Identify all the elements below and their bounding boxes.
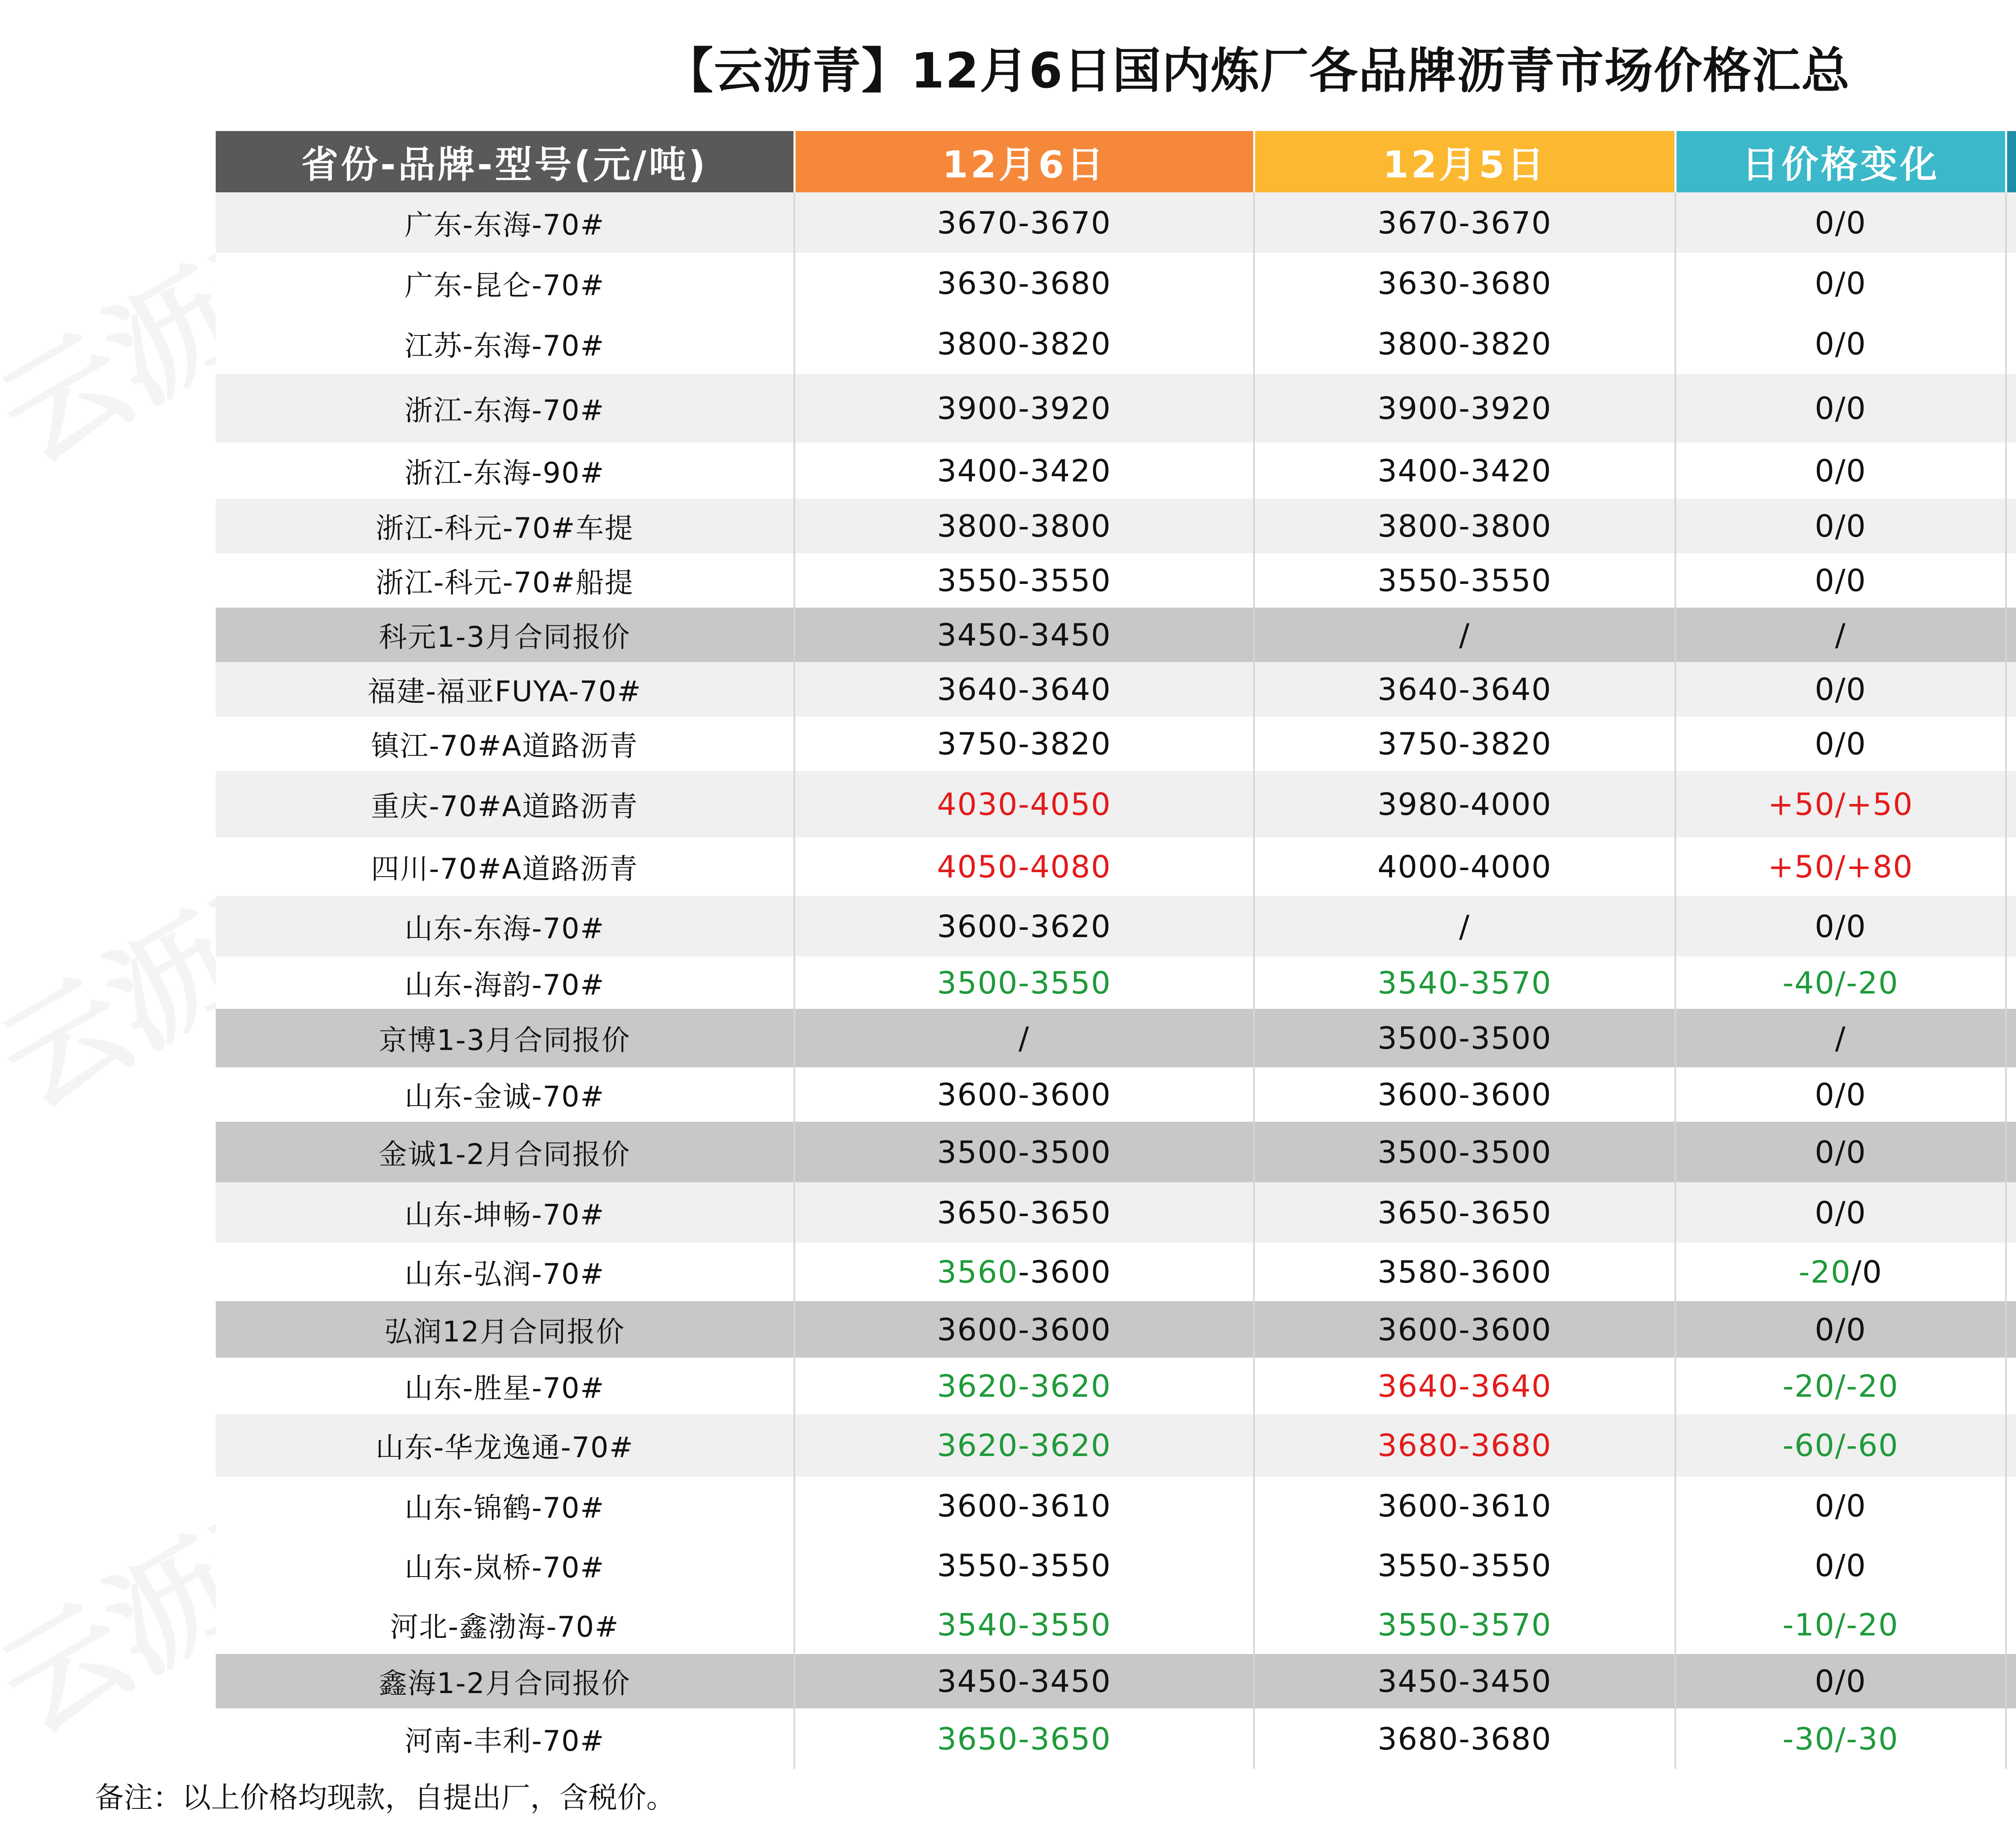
row-label: 山东-坤畅-70#	[216, 1182, 794, 1243]
daily-change	[1675, 553, 2006, 608]
daily-change	[1675, 1122, 2006, 1182]
price-dec5	[1254, 1358, 1675, 1414]
price-dec6	[794, 1122, 1254, 1182]
row-label: 镇江-70#A道路沥青	[216, 717, 794, 771]
table-row	[216, 1708, 2016, 1769]
price-dec6-text: 3620-3620	[937, 1368, 1112, 1404]
price-dec5-text: 3630-3680	[1377, 265, 1552, 301]
weekly-change	[2006, 662, 2016, 717]
daily-change-text: 0/0	[1814, 1311, 1867, 1348]
price-dec6	[794, 896, 1254, 956]
price-dec5-text: 3540-3570	[1377, 964, 1552, 1001]
daily-change-text: 0/0	[1814, 1194, 1867, 1231]
daily-change	[1675, 313, 2006, 374]
table-header-row	[216, 131, 2016, 192]
price-dec6	[794, 192, 1254, 253]
weekly-change	[2006, 608, 2016, 662]
daily-change	[1675, 374, 2006, 442]
table-row	[216, 374, 2016, 442]
daily-change	[1675, 442, 2006, 499]
price-dec6-text: 3600-3610	[937, 1488, 1112, 1524]
row-label: 福建-福亚FUYA-70#	[216, 662, 794, 717]
page-title: 【云沥青】12月6日国内炼厂各品牌沥青市场价格汇总	[664, 43, 1851, 99]
weekly-change	[2006, 837, 2016, 896]
price-dec6-text: 3600-3620	[937, 908, 1112, 944]
price-dec5	[1254, 1122, 1675, 1182]
row-label: 山东-金诚-70#	[216, 1067, 794, 1122]
price-dec5-text: 3670-3670	[1377, 204, 1552, 241]
daily-change	[1675, 1708, 2006, 1769]
table-row	[216, 1414, 2016, 1477]
price-dec5-text: 3640-3640	[1377, 671, 1552, 707]
daily-change-text: 0/0	[1814, 562, 1867, 598]
price-dec5	[1254, 253, 1675, 313]
price-dec5-text: 3550-3570	[1377, 1607, 1552, 1643]
row-label: 四川-70#A道路沥青	[216, 837, 794, 896]
daily-change	[1675, 771, 2006, 837]
price-dec5-text: 3580-3600	[1377, 1254, 1552, 1290]
price-dec6-text: 3750-3820	[937, 726, 1112, 762]
table-row	[216, 608, 2016, 662]
daily-change-text: 0/0	[1814, 325, 1867, 362]
price-dec6	[794, 837, 1254, 896]
table-row	[216, 662, 2016, 717]
weekly-change	[2006, 192, 2016, 253]
price-dec5-text: 3680-3680	[1377, 1427, 1552, 1463]
price-dec5-text: 3450-3450	[1377, 1663, 1552, 1699]
daily-change-text: 0/0	[1814, 1547, 1867, 1583]
price-dec5-text: 3600-3600	[1377, 1311, 1552, 1348]
daily-change	[1675, 1477, 2006, 1535]
header-dec5: 12月5日	[1254, 131, 1675, 192]
price-dec5	[1254, 608, 1675, 662]
weekly-change	[2006, 253, 2016, 313]
price-dec6	[794, 662, 1254, 717]
price-dec5	[1254, 1596, 1675, 1654]
table-row	[216, 896, 2016, 956]
price-dec6	[794, 956, 1254, 1009]
daily-change	[1675, 1182, 2006, 1243]
table-row	[216, 771, 2016, 837]
footnote: 备注：以上价格均现款，自提出厂，含税价。	[95, 1781, 676, 1814]
price-dec6	[794, 1654, 1254, 1708]
price-dec6-text: 3650-3650	[937, 1194, 1112, 1231]
daily-change-text: 0/0	[1814, 508, 1867, 544]
price-dec6	[794, 1358, 1254, 1414]
weekly-change	[2006, 1477, 2016, 1535]
row-label: 金诚1-2月合同报价	[216, 1122, 794, 1182]
price-dec6	[794, 1243, 1254, 1301]
price-dec5-text: 4000-4000	[1377, 849, 1552, 885]
price-dec5-text: 3800-3820	[1377, 325, 1552, 362]
price-dec5	[1254, 1654, 1675, 1708]
row-label: 广东-东海-70#	[216, 192, 794, 253]
row-label: 重庆-70#A道路沥青	[216, 771, 794, 837]
row-label: 弘润12月合同报价	[216, 1301, 794, 1358]
price-dec6-text: 3500-3500	[937, 1134, 1112, 1170]
price-dec5-text: 3600-3600	[1377, 1077, 1552, 1112]
daily-change	[1675, 608, 2006, 662]
weekly-change	[2006, 1535, 2016, 1596]
table-row	[216, 956, 2016, 1009]
table-row	[216, 442, 2016, 499]
price-dec5-text: 3980-4000	[1377, 786, 1552, 822]
price-dec5	[1254, 896, 1675, 956]
weekly-change	[2006, 717, 2016, 771]
price-dec6-text: 3550-3550	[937, 1547, 1112, 1583]
daily-change-text: -30/-30	[1783, 1721, 1899, 1757]
price-dec6	[794, 253, 1254, 313]
price-dec6	[794, 1414, 1254, 1477]
price-dec6	[794, 1477, 1254, 1535]
weekly-change	[2006, 1009, 2016, 1067]
row-label: 山东-锦鹤-70#	[216, 1477, 794, 1535]
price-dec5-text: 3640-3640	[1377, 1368, 1552, 1404]
table-row	[216, 553, 2016, 608]
daily-change	[1675, 499, 2006, 553]
daily-change	[1675, 192, 2006, 253]
price-dec6	[794, 1535, 1254, 1596]
daily-change	[1675, 1243, 2006, 1301]
price-dec6	[794, 608, 1254, 662]
price-dec5	[1254, 1414, 1675, 1477]
daily-change	[1675, 662, 2006, 717]
price-dec5-text: 3650-3650	[1377, 1194, 1552, 1231]
row-label: 河南-丰利-70#	[216, 1708, 794, 1769]
price-dec6	[794, 1301, 1254, 1358]
row-label: 山东-弘润-70#	[216, 1243, 794, 1301]
row-label: 科元1-3月合同报价	[216, 608, 794, 662]
price-dec6-text: 3650-3650	[937, 1721, 1112, 1757]
price-dec6-text: 3500-3550	[937, 964, 1112, 1001]
price-table	[216, 131, 2016, 1769]
price-dec5	[1254, 1535, 1675, 1596]
table-row	[216, 1067, 2016, 1122]
daily-change-text: 0/0	[1814, 1077, 1867, 1112]
price-dec6-text: 3670-3670	[937, 204, 1112, 241]
price-dec5	[1254, 1182, 1675, 1243]
daily-change-text: -40/-20	[1783, 964, 1899, 1001]
price-dec5	[1254, 499, 1675, 553]
price-dec5	[1254, 1708, 1675, 1769]
price-dec5	[1254, 771, 1675, 837]
price-dec5-text: 3900-3920	[1377, 390, 1552, 426]
header-daily-change: 日价格变化	[1675, 131, 2006, 192]
price-dec6-text: 3800-3820	[937, 325, 1112, 362]
price-dec6-text: 3540-3550	[937, 1607, 1112, 1643]
row-label: 浙江-科元-70#船提	[216, 553, 794, 608]
row-label: 浙江-科元-70#车提	[216, 499, 794, 553]
row-label: 山东-胜星-70#	[216, 1358, 794, 1414]
daily-change-text: 0/0	[1814, 1488, 1867, 1524]
row-label: 京博1-3月合同报价	[216, 1009, 794, 1067]
daily-change-text: +50/+80	[1768, 849, 1914, 885]
price-dec6-text: 3640-3640	[937, 671, 1112, 707]
row-label: 河北-鑫渤海-70#	[216, 1596, 794, 1654]
price-dec6	[794, 553, 1254, 608]
weekly-change	[2006, 1067, 2016, 1122]
row-label: 江苏-东海-70#	[216, 313, 794, 374]
price-dec6-text: 3630-3680	[937, 265, 1112, 301]
daily-change-text: 0/0	[1814, 204, 1867, 241]
price-dec5-text: 3400-3420	[1377, 452, 1552, 489]
table-row	[216, 192, 2016, 253]
price-dec6	[794, 313, 1254, 374]
daily-change-text: 0/0	[1814, 390, 1867, 426]
daily-change-text: -60/-60	[1783, 1427, 1899, 1463]
daily-change-text: /	[1835, 1020, 1846, 1056]
price-dec6	[794, 1708, 1254, 1769]
weekly-change	[2006, 442, 2016, 499]
daily-change	[1675, 1358, 2006, 1414]
weekly-change	[2006, 1301, 2016, 1358]
price-dec5-text: 3550-3550	[1377, 562, 1552, 598]
daily-change-text: 0/0	[1814, 908, 1867, 944]
price-dec5-text: /	[1459, 617, 1470, 653]
weekly-change	[2006, 553, 2016, 608]
price-dec6-text: 3600-3600	[937, 1077, 1112, 1112]
daily-change-text: 0/0	[1814, 452, 1867, 489]
daily-change-text: 0/0	[1814, 726, 1867, 762]
weekly-change	[2006, 499, 2016, 553]
price-dec6	[794, 442, 1254, 499]
price-dec5-text: 3600-3610	[1377, 1488, 1552, 1524]
price-dec5	[1254, 1009, 1675, 1067]
daily-change	[1675, 1654, 2006, 1708]
table-row	[216, 1535, 2016, 1596]
daily-change-text: -10/-20	[1783, 1607, 1899, 1643]
price-dec5	[1254, 1067, 1675, 1122]
row-label: 山东-海韵-70#	[216, 956, 794, 1009]
price-dec5	[1254, 553, 1675, 608]
weekly-change	[2006, 374, 2016, 442]
daily-change-text: -20	[1798, 1254, 1851, 1290]
price-dec5	[1254, 374, 1675, 442]
price-dec5	[1254, 1301, 1675, 1358]
row-label: 山东-华龙逸通-70#	[216, 1414, 794, 1477]
header-weekly-change	[2006, 131, 2016, 192]
daily-change	[1675, 896, 2006, 956]
row-label: 山东-东海-70#	[216, 896, 794, 956]
table-row	[216, 1301, 2016, 1358]
daily-change	[1675, 1301, 2006, 1358]
daily-change	[1675, 1535, 2006, 1596]
daily-change-text: 0/0	[1814, 265, 1867, 301]
price-dec5-text: 3550-3550	[1377, 1547, 1552, 1583]
price-dec6	[794, 771, 1254, 837]
daily-change	[1675, 1067, 2006, 1122]
price-dec5-text: 3750-3820	[1377, 726, 1552, 762]
price-dec6-text: 3560	[937, 1254, 1018, 1290]
price-dec6-text: 3400-3420	[937, 452, 1112, 489]
price-dec6	[794, 1067, 1254, 1122]
price-dec6-text: 3600-3600	[937, 1311, 1112, 1348]
weekly-change	[2006, 313, 2016, 374]
weekly-change	[2006, 1414, 2016, 1477]
price-dec6-text: -3600	[1018, 1254, 1112, 1290]
daily-change-text: 0/0	[1814, 671, 1867, 707]
price-dec6-text: 3900-3920	[937, 390, 1112, 426]
price-dec5	[1254, 717, 1675, 771]
header-label: 省份-品牌-型号(元/吨)	[216, 131, 794, 192]
price-dec6	[794, 1009, 1254, 1067]
price-dec6-text: 4050-4080	[937, 849, 1112, 885]
price-dec5-text: 3500-3500	[1377, 1020, 1552, 1056]
table-row	[216, 499, 2016, 553]
daily-change-text: /0	[1851, 1254, 1883, 1290]
daily-change-text: 0/0	[1814, 1134, 1867, 1170]
table-row	[216, 1477, 2016, 1535]
table-row	[216, 1009, 2016, 1067]
daily-change	[1675, 837, 2006, 896]
table-row	[216, 1243, 2016, 1301]
price-dec5	[1254, 956, 1675, 1009]
header-dec6: 12月6日	[794, 131, 1254, 192]
table-row	[216, 1182, 2016, 1243]
price-dec5	[1254, 313, 1675, 374]
weekly-change	[2006, 771, 2016, 837]
price-dec5-text: 3500-3500	[1377, 1134, 1552, 1170]
weekly-change	[2006, 1243, 2016, 1301]
price-dec6	[794, 717, 1254, 771]
weekly-change	[2006, 1358, 2016, 1414]
price-dec5-text: /	[1459, 908, 1470, 944]
daily-change	[1675, 1009, 2006, 1067]
price-dec5	[1254, 662, 1675, 717]
table-row	[216, 1596, 2016, 1654]
table-row	[216, 1122, 2016, 1182]
price-dec6-text: 3550-3550	[937, 562, 1112, 598]
price-dec5	[1254, 192, 1675, 253]
price-dec6	[794, 499, 1254, 553]
row-label: 浙江-东海-90#	[216, 442, 794, 499]
table-row	[216, 1358, 2016, 1414]
price-dec5	[1254, 1477, 1675, 1535]
price-dec6	[794, 374, 1254, 442]
daily-change	[1675, 717, 2006, 771]
table-body	[216, 192, 2016, 1769]
table-row	[216, 253, 2016, 313]
weekly-change	[2006, 1122, 2016, 1182]
price-dec6	[794, 1182, 1254, 1243]
daily-change	[1675, 253, 2006, 313]
weekly-change	[2006, 1596, 2016, 1654]
daily-change	[1675, 1596, 2006, 1654]
price-dec5	[1254, 837, 1675, 896]
row-label: 广东-昆仑-70#	[216, 253, 794, 313]
daily-change-text: -20/-20	[1783, 1368, 1899, 1404]
table-row	[216, 717, 2016, 771]
row-label: 鑫海1-2月合同报价	[216, 1654, 794, 1708]
price-dec5	[1254, 442, 1675, 499]
row-label: 山东-岚桥-70#	[216, 1535, 794, 1596]
price-dec6-text: 3620-3620	[937, 1427, 1112, 1463]
daily-change-text: /	[1835, 617, 1846, 653]
daily-change	[1675, 956, 2006, 1009]
price-dec6-text: 4030-4050	[937, 786, 1112, 822]
daily-change-text: 0/0	[1814, 1663, 1867, 1699]
weekly-change	[2006, 956, 2016, 1009]
price-dec5-text: 3680-3680	[1377, 1721, 1552, 1757]
price-dec6-text: 3450-3450	[937, 617, 1112, 653]
weekly-change	[2006, 896, 2016, 956]
row-label: 浙江-东海-70#	[216, 374, 794, 442]
table-row	[216, 837, 2016, 896]
weekly-change	[2006, 1708, 2016, 1769]
daily-change-text: +50/+50	[1768, 786, 1914, 822]
price-dec6-text: 3450-3450	[937, 1663, 1112, 1699]
table-row	[216, 313, 2016, 374]
weekly-change	[2006, 1654, 2016, 1708]
weekly-change	[2006, 1182, 2016, 1243]
price-dec6-text: 3800-3800	[937, 508, 1112, 544]
price-dec6-text: /	[1018, 1020, 1030, 1056]
table-row	[216, 1654, 2016, 1708]
price-dec5	[1254, 1243, 1675, 1301]
price-dec5-text: 3800-3800	[1377, 508, 1552, 544]
price-dec6	[794, 1596, 1254, 1654]
daily-change	[1675, 1414, 2006, 1477]
